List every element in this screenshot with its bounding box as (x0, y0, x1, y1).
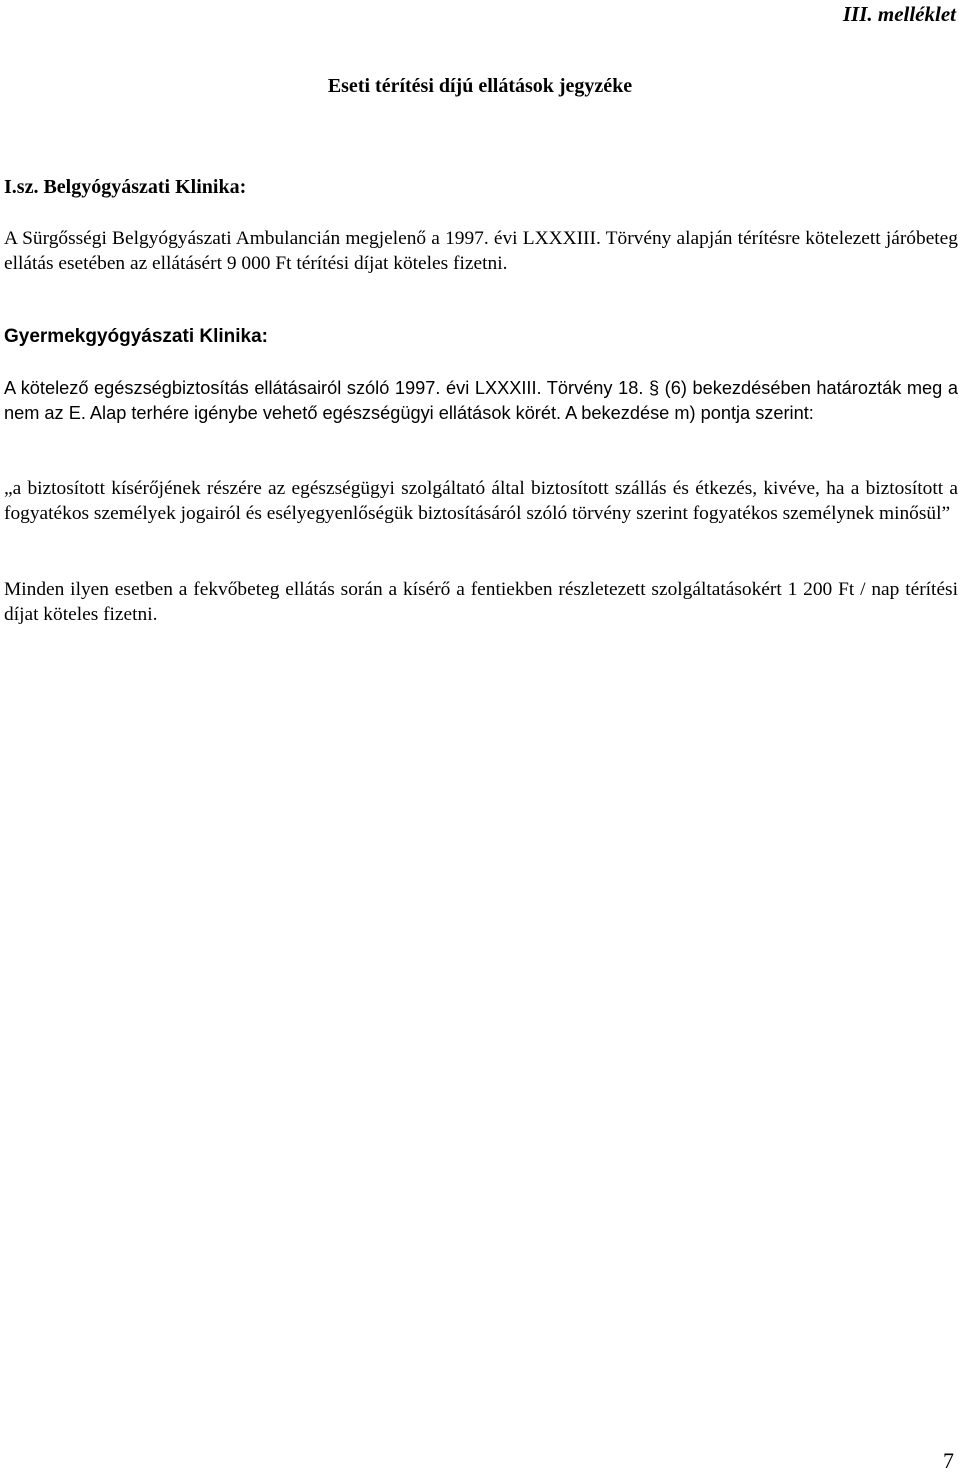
page-number: 7 (943, 1448, 954, 1473)
paragraph-companion-fee: Minden ilyen esetben a fekvőbeteg ellátás során a kísérő a fentiekben részletezett szolgáltatásokért 1 200 Ft / nap térítési díjat köteles fizetni. (4, 579, 958, 625)
paragraph-quoted-provision: „a biztosított kísérőjének részére az egészségügyi szolgáltató által biztosított szállás és étkezés, kivéve, ha a biztosított a fogyatékos személyek jogairól és esélyegyenlőségük biztosításáról szóló törvény szerint fogyatékos személynek minősül” (4, 478, 958, 524)
paragraph-law-reference: A kötelező egészségbiztosítás ellátásairól szóló 1997. évi LXXXIII. Törvény 18. § (6) bekezdésében határozták meg a nem az E. Alap terhére igénybe vehető egészségügyi ellátások körét. A bekezdése m) pontja szerint: (4, 378, 958, 423)
section-heading-internal-medicine: I.sz. Belgyógyászati Klinika: (4, 176, 247, 198)
annex-label: III. melléklet (842, 2, 956, 26)
document-title: Eseti térítési díjú ellátások jegyzéke (327, 75, 633, 97)
paragraph-emergency-fee: A Sürgősségi Belgyógyászati Ambulancián megjelenő a 1997. évi LXXXIII. Törvény alapján térítésre kötelezett járóbeteg ellátás esetében az ellátásért 9 000 Ft térítési díjat köteles fizetni. (4, 228, 958, 274)
section-heading-pediatrics: Gyermekgyógyászati Klinika: (4, 326, 268, 347)
